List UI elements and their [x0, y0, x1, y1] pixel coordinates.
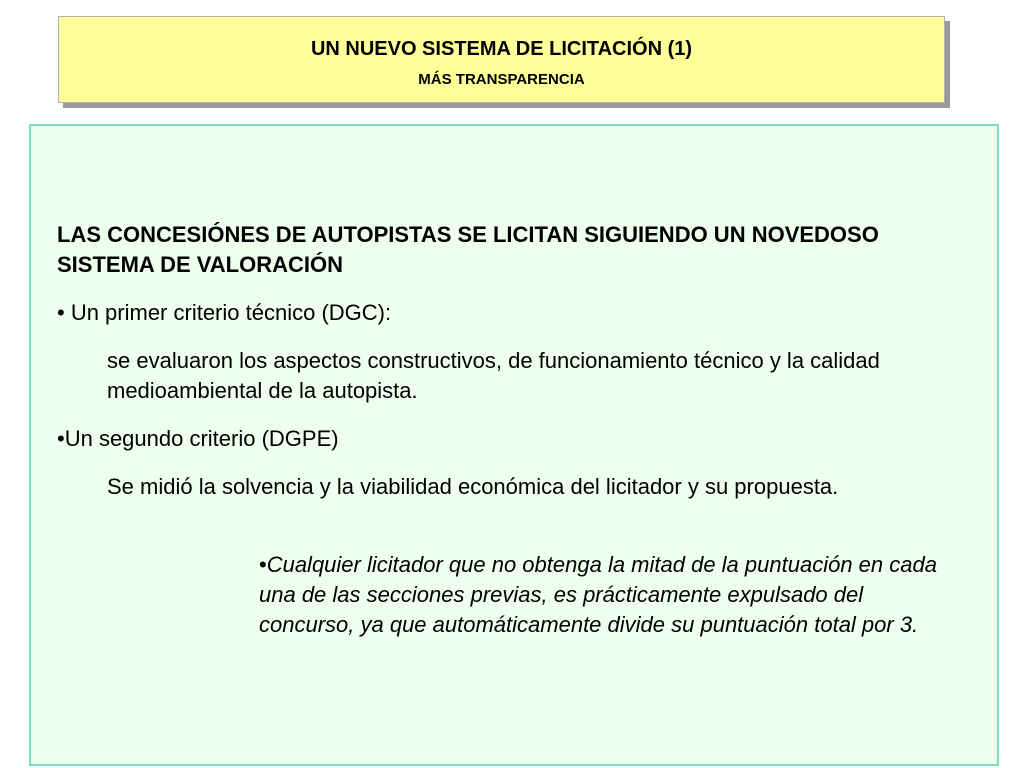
note-text: Cualquier licitador que no obtenga la mitad de la puntuación en cada una de las secciones previas, es prácticamente expulsado del concurso, ya que automáticamente divide su puntuación total por 3. — [259, 552, 937, 637]
content-box — [29, 124, 999, 766]
slide-subtitle: MÁS TRANSPARENCIA — [418, 71, 585, 88]
bullet-first-criterion: • Un primer criterio técnico (DGC): — [57, 300, 392, 325]
content-heading: LAS CONCESIÓNES DE AUTOPISTAS SE LICITAN SIGUIENDO UN NOVEDOSO SISTEMA DE VALORACIÓN — [57, 222, 879, 277]
penalty-note — [259, 550, 949, 640]
first-criterion-detail: se evaluaron los aspectos constructivos, de funcionamiento técnico y la calidad medioambiental de la autopista. — [107, 348, 880, 403]
note-bullet: • — [259, 552, 267, 577]
bullet-second-criterion: •Un segundo criterio (DGPE) — [57, 426, 339, 451]
title-box — [58, 16, 945, 103]
slide-title: UN NUEVO SISTEMA DE LICITACIÓN (1) — [310, 38, 693, 60]
second-criterion-detail: Se midió la solvencia y la viabilidad económica del licitador y su propuesta. — [107, 474, 839, 499]
